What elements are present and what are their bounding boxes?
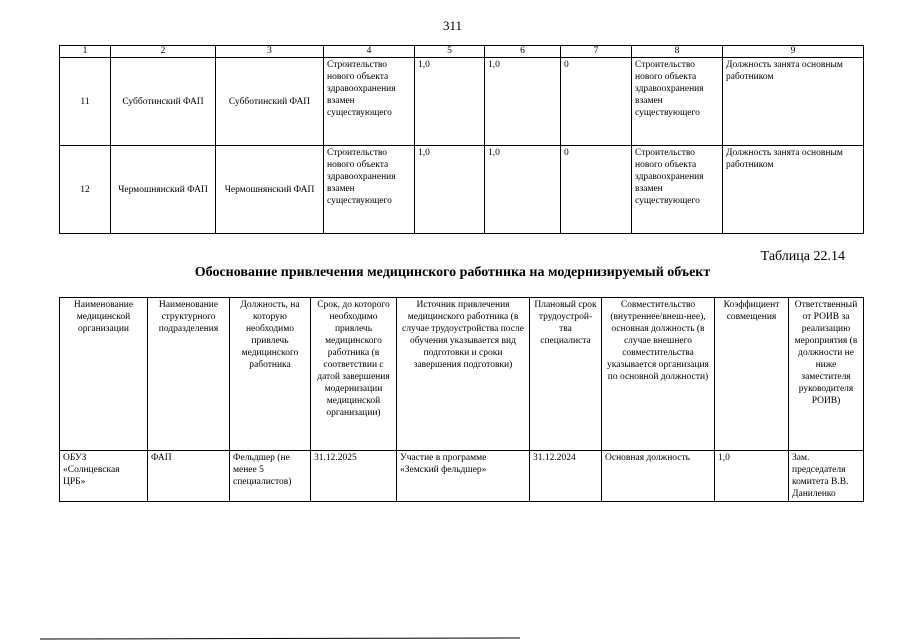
scan-edge-line [0,634,905,640]
coefficient-cell: 1,0 [715,451,789,502]
column-number: 7 [561,46,632,58]
employment-type-cell: Основная должность [602,451,715,502]
source-cell: Участие в программе «Земский фельдшер» [397,451,530,502]
column-header: Совместительство (внутреннее/внеш-нее), основная должность (в случае внешнего совместительства указывается организация по основной должности) [602,298,715,451]
organization-cell: ОБУЗ «Солнцевская ЦРБ» [60,451,148,502]
value-cell: 1,0 [415,58,485,146]
column-number: 6 [485,46,561,58]
column-header: Наименование структурного подразделения [148,298,230,451]
table-row [60,146,864,234]
subdivision-cell: ФАП [148,451,230,502]
subdivision-cell: Субботинский ФАП [216,58,324,146]
column-number: 3 [216,46,324,58]
column-number: 1 [60,46,111,58]
position-cell: Фельдшер (не менее 5 специалистов) [230,451,311,502]
column-header: Ответственный от РОИВ за реализацию мероприятия (в должности не ниже заместителя руководителя РОИВ) [789,298,864,451]
value-cell: 0 [561,146,632,234]
value-cell: 1,0 [485,58,561,146]
planned-date-cell: 31.12.2024 [530,451,602,502]
column-header: Плановый срок трудоустрой-тва специалиста [530,298,602,451]
continuation-table [59,45,864,234]
column-number: 2 [111,46,216,58]
row-number: 11 [60,58,111,146]
column-number: 9 [723,46,864,58]
measure-cell: Строительство нового объекта здравоохранения взамен существующего [324,146,415,234]
deadline-cell: 31.12.2025 [311,451,397,502]
column-header: Наименование медицинской организации [60,298,148,451]
column-number: 4 [324,46,415,58]
staffing-table [59,297,864,502]
organization-cell: Чермошнянский ФАП [111,146,216,234]
table-caption: Таблица 22.14 [760,249,845,264]
table-header-row [60,46,864,58]
page-number: 311 [442,18,463,33]
table-row [60,58,864,146]
organization-cell: Субботинский ФАП [111,58,216,146]
responsible-cell: Зам. председателя комитета В.В. Даниленко [789,451,864,502]
column-header: Источник привлечения медицинского работника (в случае трудоустройства после обучения указывается вид подготовки и сроки завершения подготовки) [397,298,530,451]
measure-cell: Строительство нового объекта здравоохранения взамен существующего [632,58,723,146]
measure-cell: Строительство нового объекта здравоохранения взамен существующего [632,146,723,234]
row-number: 12 [60,146,111,234]
subdivision-cell: Чермошнянский ФАП [216,146,324,234]
value-cell: 1,0 [415,146,485,234]
column-number: 5 [415,46,485,58]
value-cell: 1,0 [485,146,561,234]
value-cell: 0 [561,58,632,146]
measure-cell: Строительство нового объекта здравоохранения взамен существующего [324,58,415,146]
column-header: Срок, до которого необходимо привлечь медицинского работника (в соответствии с датой завершения модернизации медицинской организации) [311,298,397,451]
table-header-row [60,298,864,451]
status-cell: Должность занята основным работником [723,58,864,146]
column-header: Должность, на которую необходимо привлечь медицинского работника [230,298,311,451]
status-cell: Должность занята основным работником [723,146,864,234]
table-row [60,451,864,502]
column-header: Коэффициент совмещения [715,298,789,451]
table-title: Обоснование привлечения медицинского работника на модернизируемый объект [194,265,711,280]
column-number: 8 [632,46,723,58]
